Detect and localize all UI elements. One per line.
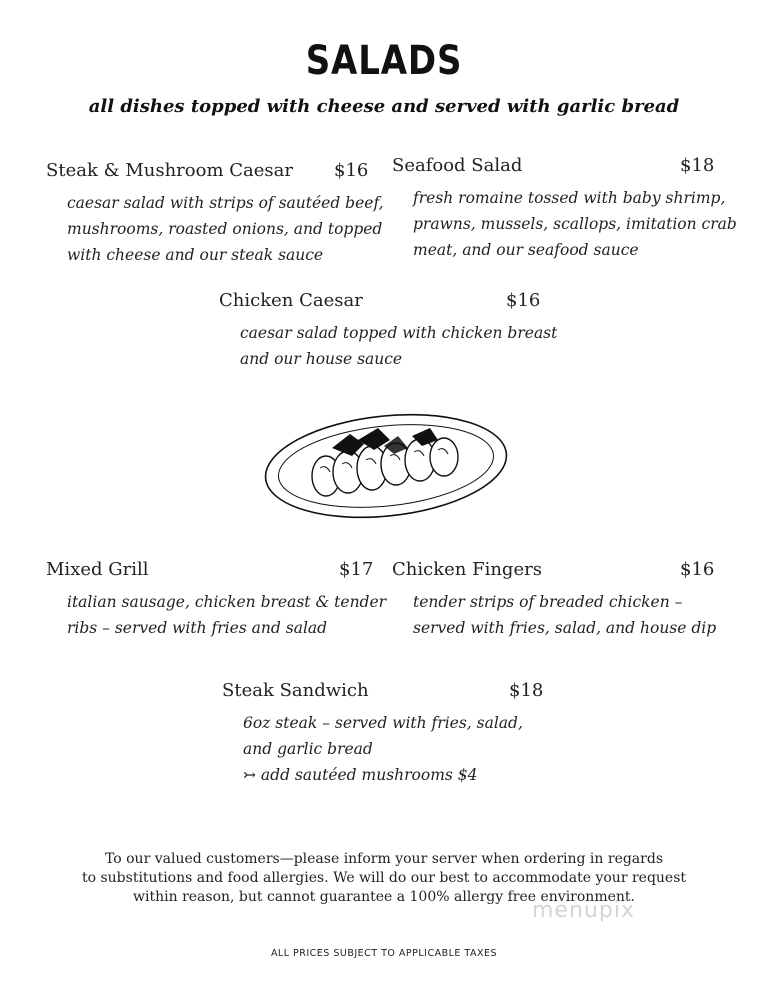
item-price: $18 bbox=[509, 680, 544, 701]
item-name: Seafood Salad bbox=[392, 155, 523, 176]
salad-plate-illustration bbox=[262, 404, 512, 528]
item-description: fresh romaine tossed with baby shrimp, prawns, mussels, scallops, imitation crab meat, and our seafood sauce bbox=[413, 189, 737, 259]
allergy-notice: To our valued customers—please inform your server when ordering in regards to substitutions and food allergies. We will do our best to accommodate your request within reason, but cannot guarantee a 100% allergy free environment. bbox=[81, 851, 687, 905]
item-description: 6oz steak – served with fries, salad, and garlic bread ↣ add sautéed mushrooms $4 bbox=[243, 714, 523, 784]
tax-footer: ALL PRICES SUBJECT TO APPLICABLE TAXES bbox=[270, 948, 498, 959]
page-title: SALADS bbox=[305, 38, 463, 84]
item-name: Chicken Fingers bbox=[392, 559, 542, 580]
item-description: italian sausage, chicken breast & tender ribs – served with fries and salad bbox=[67, 593, 387, 637]
item-name: Steak & Mushroom Caesar bbox=[46, 160, 293, 181]
item-price: $16 bbox=[506, 290, 541, 311]
item-name: Steak Sandwich bbox=[222, 680, 369, 701]
item-description: caesar salad topped with chicken breast and our house sauce bbox=[240, 324, 558, 368]
item-price: $16 bbox=[680, 559, 715, 580]
watermark: menupix bbox=[532, 898, 635, 923]
item-price: $18 bbox=[680, 155, 715, 176]
item-name: Mixed Grill bbox=[46, 559, 149, 580]
item-description: caesar salad with strips of sautéed beef, mushrooms, roasted onions, and topped with cheese and our steak sauce bbox=[67, 194, 384, 264]
page-subtitle: all dishes topped with cheese and served with garlic bread bbox=[88, 96, 680, 117]
item-name: Chicken Caesar bbox=[219, 290, 363, 311]
item-price: $16 bbox=[334, 160, 369, 181]
item-description: tender strips of breaded chicken – served with fries, salad, and house dip bbox=[413, 593, 717, 637]
item-price: $17 bbox=[339, 559, 374, 580]
